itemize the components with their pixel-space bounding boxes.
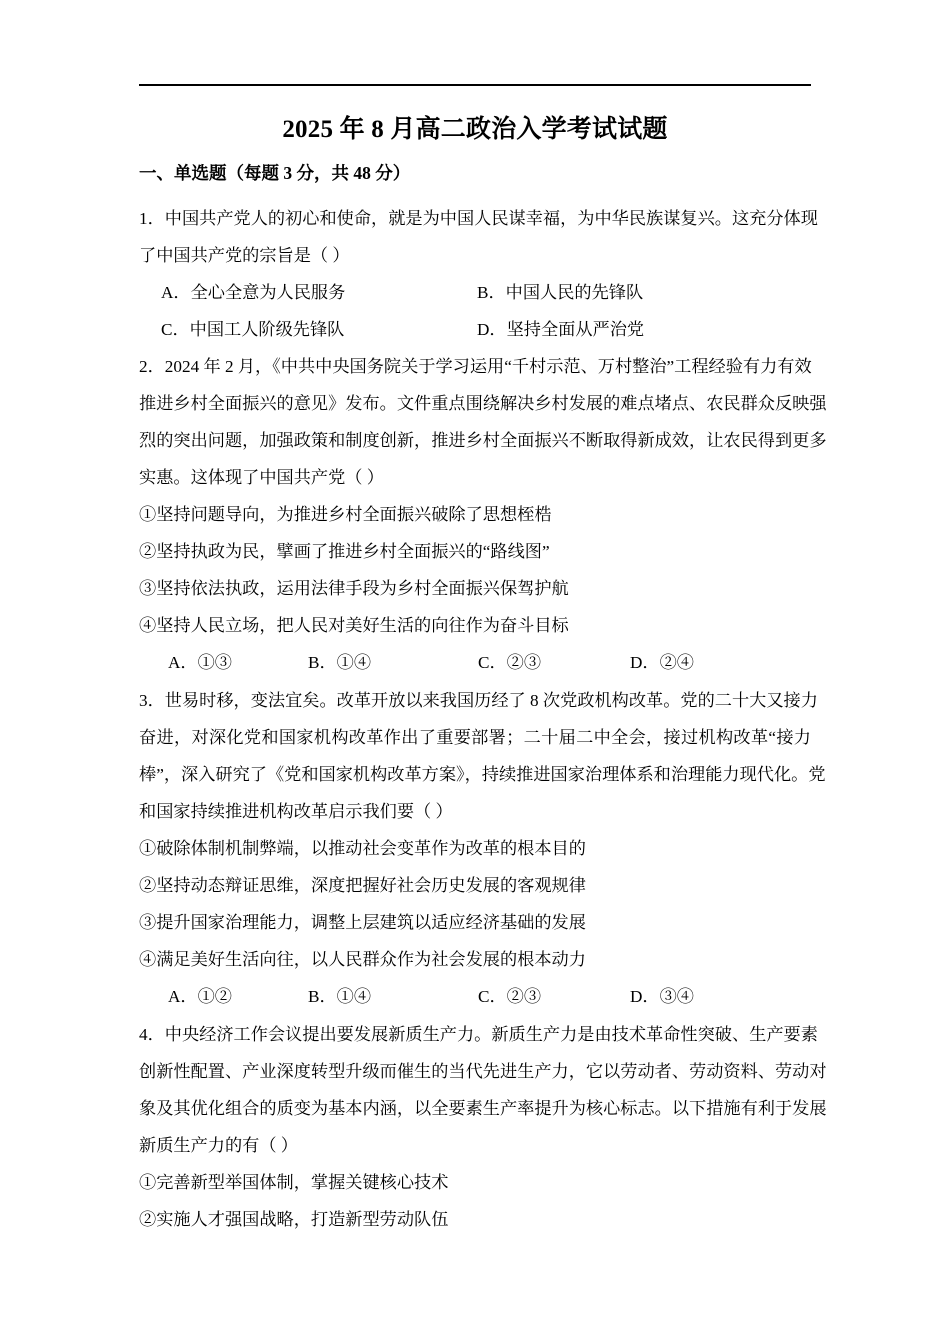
question-3-statement: ④满足美好生活向往，以人民群众作为社会发展的根本动力 bbox=[139, 950, 586, 969]
question-1-option-d[interactable]: D．坚持全面从严治党 bbox=[477, 320, 645, 339]
question-1-option-row bbox=[139, 274, 811, 311]
question-2-stem-line: 实惠。这体现了中国共产党（ ） bbox=[139, 468, 384, 487]
question-3-answer-c[interactable]: C．②③ bbox=[478, 987, 542, 1006]
question-1-option-row bbox=[139, 311, 811, 348]
question-3-statement: ③提升国家治理能力，调整上层建筑以适应经济基础的发展 bbox=[139, 913, 586, 932]
question-2-stem-line: 烈的突出问题，加强政策和制度创新，推进乡村全面振兴不断取得新成效，让农民得到更多 bbox=[139, 431, 827, 450]
question-4-statement: ②实施人才强国战略，打造新型劳动队伍 bbox=[139, 1210, 449, 1229]
question-2 bbox=[139, 348, 827, 681]
question-3-answer-a[interactable]: A．①② bbox=[168, 987, 232, 1006]
question-4 bbox=[139, 1016, 827, 1238]
question-1-option-a[interactable]: A．全心全意为人民服务 bbox=[161, 283, 346, 302]
question-1-stem-line: 了中国共产党的宗旨是（ ） bbox=[139, 246, 350, 265]
page-title: 2025 年 8 月高二政治入学考试试题 bbox=[282, 116, 668, 143]
question-2-statement: ①坚持问题导向，为推进乡村全面振兴破除了思想桎梏 bbox=[139, 505, 552, 524]
question-3-stem-line: 和国家持续推进机构改革启示我们要（ ） bbox=[139, 802, 453, 821]
question-4-stem-line: 4．中央经济工作会议提出要发展新质生产力。新质生产力是由技术革命性突破、生产要素 bbox=[139, 1025, 818, 1044]
question-1-option-b[interactable]: B．中国人民的先锋队 bbox=[477, 283, 644, 302]
question-4-stem-line: 创新性配置、产业深度转型升级而催生的当代先进生产力，它以劳动者、劳动资料、劳动对 bbox=[139, 1062, 827, 1081]
question-3-answer-row bbox=[139, 978, 811, 1015]
question-2-answer-row bbox=[139, 644, 811, 681]
question-2-answer-d[interactable]: D．②④ bbox=[630, 653, 694, 672]
question-1-option-c[interactable]: C．中国工人阶级先锋队 bbox=[161, 320, 345, 339]
question-3-stem-line: 3．世易时移，变法宜矣。改革开放以来我国历经了 8 次党政机构改革。党的二十大又接力 bbox=[139, 691, 818, 710]
question-3 bbox=[139, 682, 826, 1015]
header-rule bbox=[139, 84, 811, 86]
question-1 bbox=[139, 200, 818, 348]
question-2-statement: ④坚持人民立场，把人民对美好生活的向往作为奋斗目标 bbox=[139, 616, 569, 635]
question-2-answer-a[interactable]: A．①③ bbox=[168, 653, 232, 672]
question-2-stem-line: 推进乡村全面振兴的意见》发布。文件重点围绕解决乡村发展的难点堵点、农民群众反映强 bbox=[139, 394, 827, 413]
question-4-stem-line: 象及其优化组合的质变为基本内涵，以全要素生产率提升为核心标志。以下措施有利于发展 bbox=[139, 1099, 827, 1118]
question-3-stem-line: 棒”，深入研究了《党和国家机构改革方案》，持续推进国家治理体系和治理能力现代化。党 bbox=[139, 765, 826, 784]
question-2-statement: ③坚持依法执政，运用法律手段为乡村全面振兴保驾护航 bbox=[139, 579, 569, 598]
question-3-answer-d[interactable]: D．③④ bbox=[630, 987, 694, 1006]
question-3-statement: ②坚持动态辩证思维，深度把握好社会历史发展的客观规律 bbox=[139, 876, 586, 895]
question-4-statement: ①完善新型举国体制，掌握关键核心技术 bbox=[139, 1173, 449, 1192]
question-2-answer-b[interactable]: B．①④ bbox=[308, 653, 372, 672]
question-2-answer-c[interactable]: C．②③ bbox=[478, 653, 542, 672]
question-4-stem-line: 新质生产力的有（ ） bbox=[139, 1136, 298, 1155]
question-2-statement: ②坚持执政为民，擘画了推进乡村全面振兴的“路线图” bbox=[139, 542, 550, 561]
question-1-stem-line: 1．中国共产党人的初心和使命，就是为中国人民谋幸福，为中华民族谋复兴。这充分体现 bbox=[139, 209, 818, 228]
question-2-stem-line: 2．2024 年 2 月，《中共中央国务院关于学习运用“千村示范、万村整治”工程经验有力有效 bbox=[139, 357, 812, 376]
section-heading: 一、单选题（每题 3 分，共 48 分） bbox=[139, 163, 411, 183]
question-3-stem-line: 奋进，对深化党和国家机构改革作出了重要部署；二十届二中全会，接过机构改革“接力 bbox=[139, 728, 811, 747]
question-3-answer-b[interactable]: B．①④ bbox=[308, 987, 372, 1006]
question-3-statement: ①破除体制机制弊端，以推动社会变革作为改革的根本目的 bbox=[139, 839, 586, 858]
